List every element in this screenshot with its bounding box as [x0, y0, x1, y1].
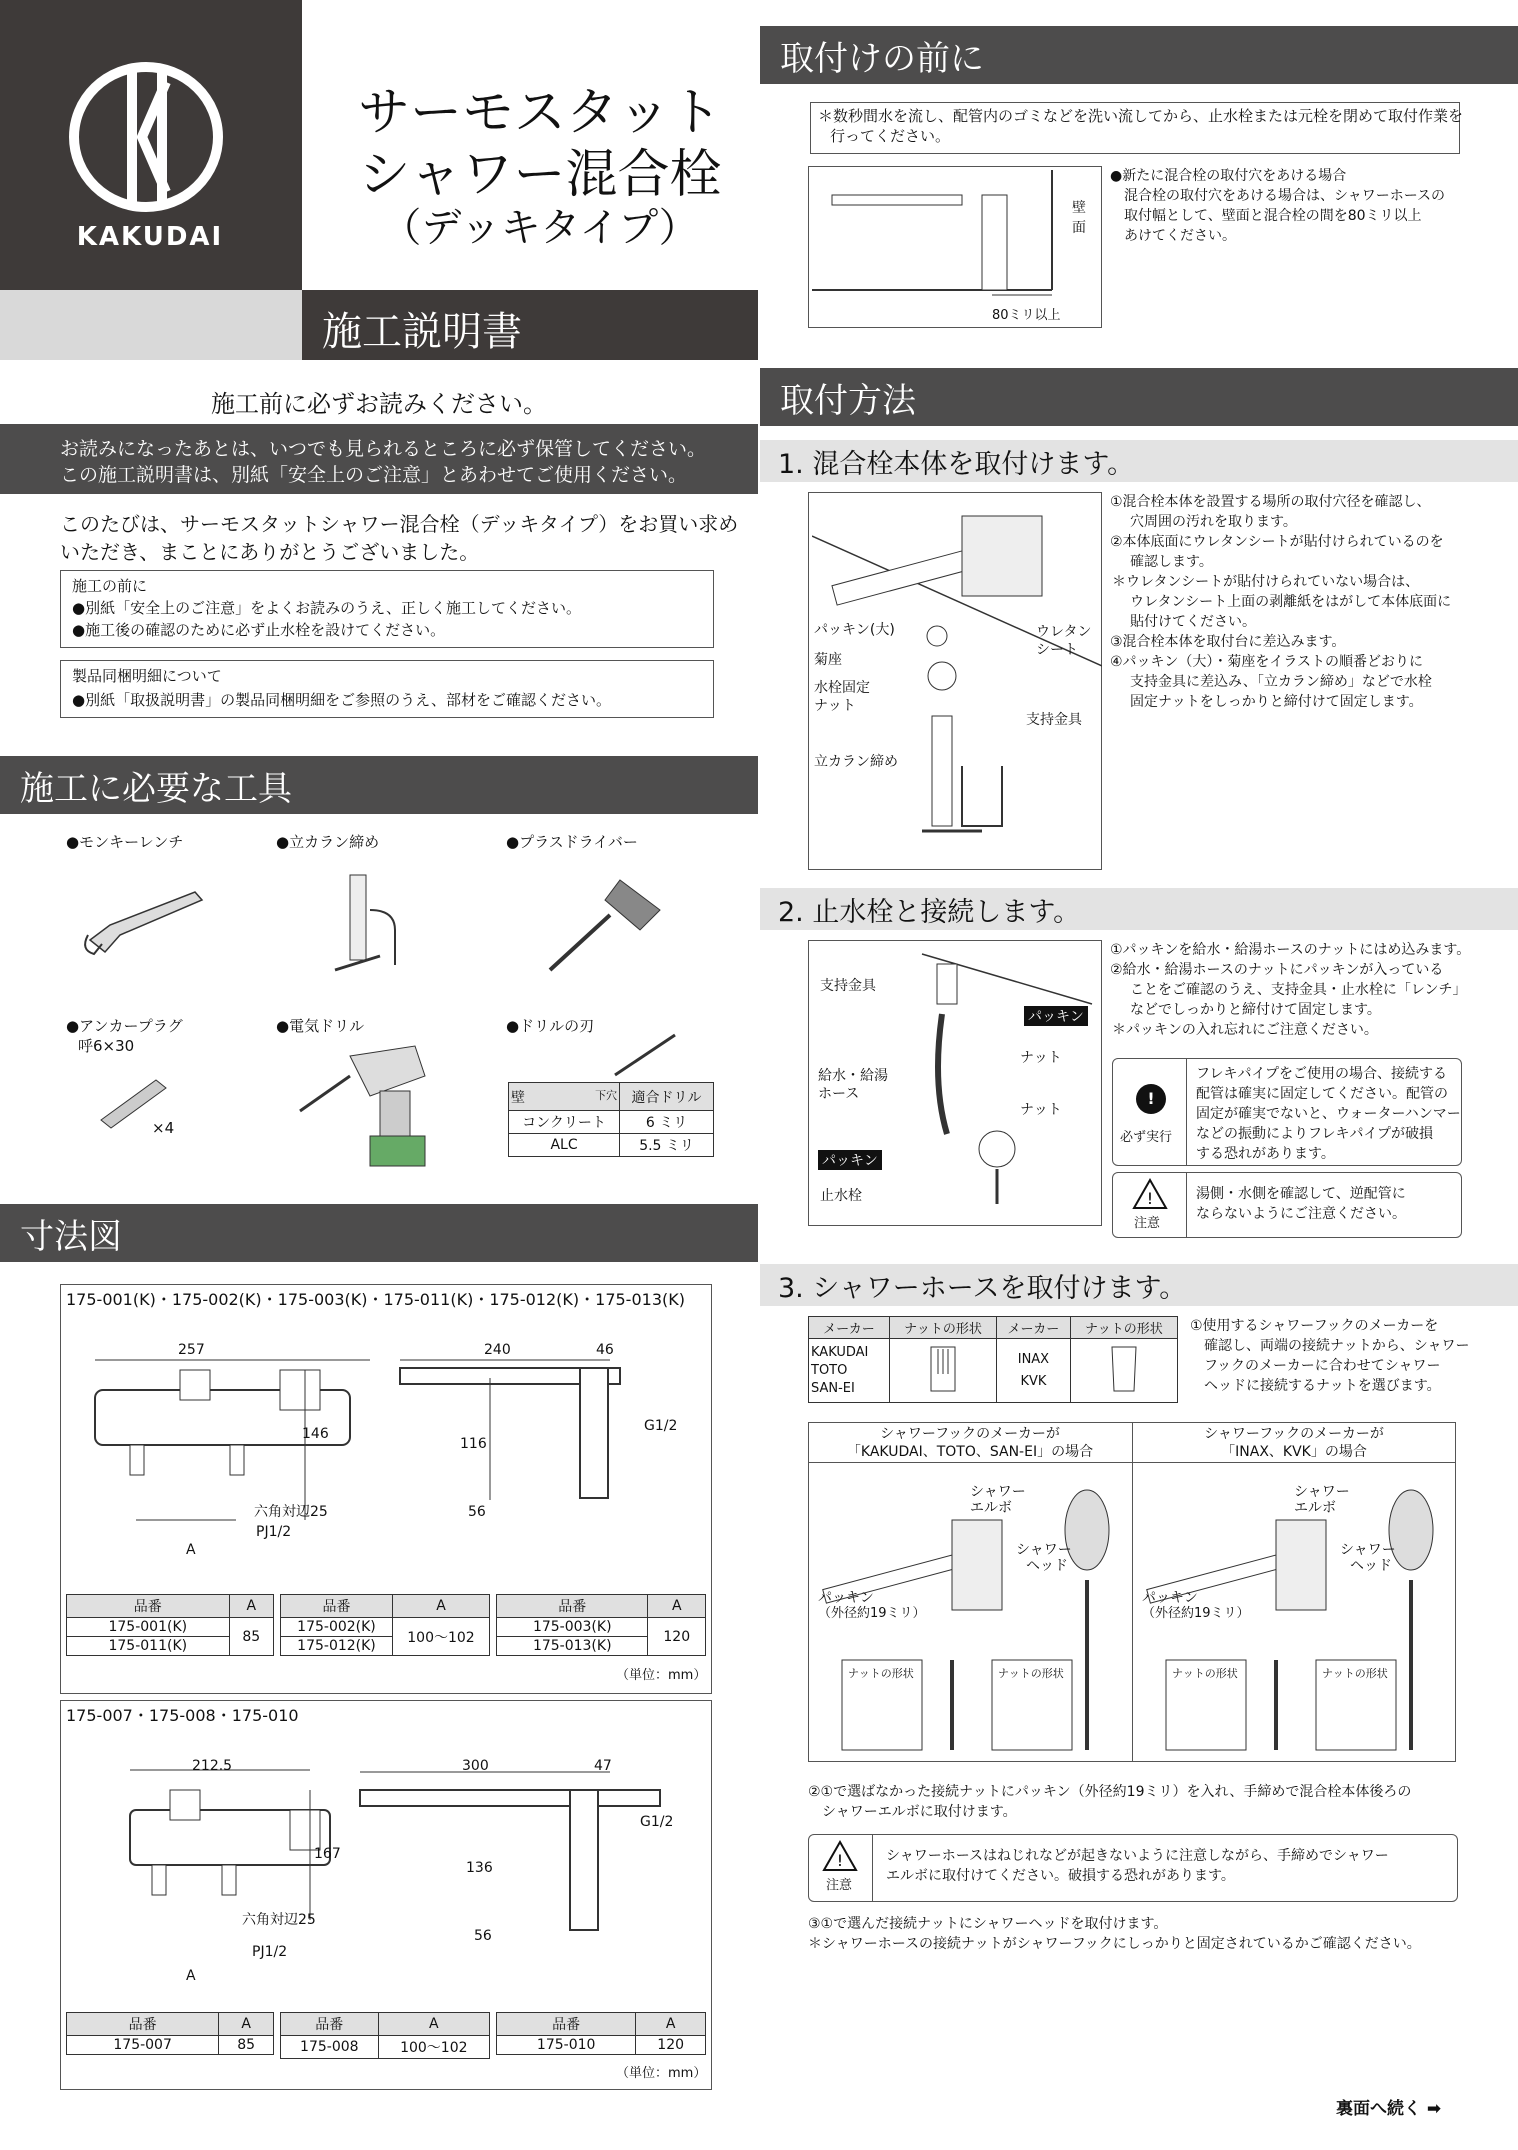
dim2-47: 47: [594, 1758, 612, 1774]
t1c-a: 120: [648, 1618, 706, 1656]
step3-left-head2: ヘッド: [1026, 1558, 1068, 1574]
t1a-r2: 175-011(K): [67, 1637, 230, 1656]
bit-header-wall: 壁: [511, 1089, 525, 1106]
bit-table-header2: 適合ドリル: [620, 1083, 714, 1111]
step2-i3: ＊パッキンの入れ忘れにご注意ください。: [1112, 1022, 1378, 1038]
step1-i2b: 確認します。: [1130, 554, 1213, 570]
step3-left-nutshape1: ナットの形状: [848, 1667, 914, 1680]
logo-gray-strip: [0, 290, 302, 360]
step3-right-h2: 「INAX、KVK」の場合: [1221, 1444, 1367, 1460]
dims-drawing2: [70, 1750, 700, 1980]
step1-kikuza: 菊座: [814, 652, 842, 668]
contents-box-item1: ●別紙「取扱説明書」の製品同梱明細をご参照のうえ、部材をご確認ください。: [72, 691, 611, 709]
prep-note2: 行ってください。: [830, 127, 951, 145]
step3-c1: シャワーホースはねじれなどが起きないように注意しながら、手締めでシャワー: [886, 1848, 1389, 1864]
bit-row1-size: 6 ミリ: [620, 1111, 714, 1134]
t1c-r2: 175-013(K): [497, 1637, 648, 1656]
t1a-r1: 175-001(K): [67, 1618, 230, 1637]
step1-bracket: 支持金具: [1026, 712, 1082, 728]
step2-stop: 止水栓: [820, 1188, 862, 1204]
caran-tool-icon: [330, 870, 420, 990]
t1a-h1: 品番: [67, 1595, 230, 1618]
step3-left-h1: シャワーフックのメーカーが: [880, 1426, 1060, 1442]
svg-text:!: !: [1146, 1189, 1154, 1208]
manual-title: 施工説明書: [322, 309, 522, 355]
dim1-146: 146: [302, 1426, 329, 1442]
before-box-item2: ●施工後の確認のために必ず止水栓を設けてください。: [72, 621, 446, 639]
tool-drill-label: ●電気ドリル: [276, 1017, 365, 1035]
t2c-r: 175-010: [497, 2036, 636, 2055]
step2-must2: 配管は確実に固定してください。配管の: [1196, 1086, 1448, 1102]
dim2-hex: 六角対辺25: [242, 1912, 316, 1928]
step3-right-pk: パッキン: [1142, 1590, 1198, 1606]
step1-i2c: ＊ウレタンシートが貼付けられていない場合は、: [1112, 574, 1420, 590]
drill-bit-icon: [610, 1030, 680, 1080]
before-box-title: 施工の前に: [72, 577, 148, 595]
step3-right-elbow: シャワー: [1294, 1484, 1350, 1500]
arrow-right-icon: ➡: [1426, 2099, 1442, 2119]
mt-sanei: SAN-EI: [811, 1380, 855, 1396]
must-do-icon: !: [1136, 1084, 1166, 1114]
bit-row2-wall: ALC: [509, 1134, 620, 1157]
title-line3: （デッキタイプ）: [381, 205, 699, 251]
bit-header-hole: 下穴: [595, 1088, 618, 1102]
step2-title: 2. 止水栓と接続します。: [778, 896, 1081, 928]
mt-h4: ナットの形状: [1070, 1317, 1177, 1339]
prep-t3: 取付幅として、壁面と混合栓の間を80ミリ以上: [1124, 208, 1422, 224]
t2b-h2: A: [378, 2013, 489, 2036]
t2c-h1: 品番: [497, 2013, 636, 2036]
mt-h3: メーカー: [997, 1317, 1071, 1339]
svg-text:!: !: [836, 1851, 844, 1870]
t1b-h2: A: [392, 1595, 489, 1618]
dim1-240: 240: [484, 1342, 511, 1358]
dims-model2: 175-007・175-008・175-010: [66, 1706, 299, 1725]
prep-heading-text: 取付けの前に: [780, 38, 984, 79]
prep-t1: ●新たに混合栓の取付穴をあける場合: [1110, 168, 1347, 184]
step1-caran: 立カラン締め: [814, 754, 898, 770]
dim1-46: 46: [596, 1342, 614, 1358]
step1-i4: ④パッキン（大）・菊座をイラストの順番どおりに: [1110, 654, 1423, 670]
step2-i2: ②給水・給湯ホースのナットにパッキンが入っている: [1110, 962, 1444, 978]
t1b-r2: 175-012(K): [281, 1637, 393, 1656]
dim1-257: 257: [178, 1342, 205, 1358]
notice-line2: この施工説明書は、別紙「安全上のご注意」とあわせてご使用ください。: [60, 464, 688, 486]
dims-table2-c: [496, 2012, 706, 2055]
step2-bracket: 支持金具: [820, 978, 876, 994]
t1c-h1: 品番: [497, 1595, 648, 1618]
step1-i3: ③混合栓本体を取付台に差込みます。: [1110, 634, 1346, 650]
mt-h2: ナットの形状: [889, 1317, 996, 1339]
t1b-h1: 品番: [281, 1595, 393, 1618]
step2-nut2: ナット: [1020, 1102, 1062, 1118]
t2b-r: 175-008: [281, 2036, 379, 2059]
dim2-g12: G1/2: [640, 1814, 674, 1830]
step2-hose: 給水・給湯: [818, 1068, 888, 1084]
electric-drill-icon: [290, 1036, 440, 1176]
title-line2: シャワー混合栓: [358, 145, 722, 205]
prep-t4: あけてください。: [1124, 228, 1236, 244]
footer-text: 裏面へ続く: [1336, 2099, 1421, 2119]
screwdriver-icon: [530, 870, 670, 980]
dims-table1-a: [66, 1594, 274, 1656]
step2-caution-divider: [1186, 1172, 1187, 1238]
step3-left-nutshape2: ナットの形状: [998, 1667, 1064, 1680]
dim1-g12: G1/2: [644, 1418, 678, 1434]
bit-table-header1: [509, 1083, 620, 1111]
before-box-item1: ●別紙「安全上のご注意」をよくお読みのうえ、正しく施工してください。: [72, 599, 581, 617]
step3-left-head: シャワー: [1016, 1542, 1072, 1558]
tool-driver-label: ●プラスドライバー: [506, 833, 638, 851]
brand-name: KAKUDAI: [76, 222, 224, 252]
thanks-line2: いただき、まことにありがとうございました。: [60, 540, 480, 564]
step3-left-elbow2: エルボ: [970, 1500, 1012, 1516]
dims-model1: 175-001(K)・175-002(K)・175-003(K)・175-011(K)・175-012(K)・175-013(K): [66, 1290, 685, 1309]
step2-must1: フレキパイプをご使用の場合、接続する: [1196, 1066, 1448, 1082]
mt-toto: TOTO: [811, 1362, 848, 1378]
tool-wrench-label: ●モンキーレンチ: [66, 833, 184, 851]
step2-caution-label: 注意: [1134, 1216, 1161, 1231]
step3-caution-divider: [872, 1834, 873, 1902]
t2a-r: 175-007: [67, 2036, 219, 2055]
install-heading: [760, 368, 1518, 426]
dims-heading-text: 寸法図: [20, 1216, 122, 1257]
step2-must3: 固定が確実でないと、ウォーターハンマー: [1196, 1106, 1461, 1122]
t2b-h1: 品番: [281, 2013, 379, 2036]
step2-nut1: ナット: [1020, 1050, 1062, 1066]
step1-nut: 水栓固定: [814, 680, 870, 696]
caution-icon: [1132, 1178, 1168, 1210]
step2-i1: ①パッキンを給水・給湯ホースのナットにはめ込みます。: [1110, 942, 1471, 958]
step3-left-pk: パッキン: [818, 1590, 874, 1606]
step3-title: 3. シャワーホースを取付けます。: [778, 1272, 1187, 1304]
prep-note1: ＊数秒間水を流し、配管内のゴミなどを洗い流してから、止水栓または元栓を閉めて取付作業を: [818, 107, 1464, 125]
install-heading-text: 取付方法: [780, 380, 916, 421]
step1-i4b: 支持金具に差込み、「立カラン締め」などで水栓: [1130, 674, 1432, 690]
dims-unit2: （単位：mm）: [616, 2066, 707, 2081]
t1c-h2: A: [648, 1595, 706, 1618]
maker-table: [808, 1316, 1178, 1403]
step1-title: 1. 混合栓本体を取付けます。: [778, 448, 1135, 480]
footer-continue: [1336, 2094, 1441, 2119]
dim2-167: 167: [314, 1846, 341, 1862]
dims-drawing1: [70, 1330, 700, 1570]
step1-packing: パッキン(大): [814, 622, 895, 638]
dim1-116: 116: [460, 1436, 487, 1452]
dim1-hex: 六角対辺25: [254, 1504, 328, 1520]
step2-c2: ならないようにご注意ください。: [1196, 1206, 1406, 1222]
step3-left-elbow: シャワー: [970, 1484, 1026, 1500]
dims-heading: [0, 1204, 758, 1262]
t2b-a: 100〜102: [378, 2036, 489, 2059]
kakudai-logo-icon: [66, 62, 226, 212]
step1-i2: ②本体底面にウレタンシートが貼付けられているのを: [1110, 534, 1444, 550]
t2a-h1: 品番: [67, 2013, 219, 2036]
title-line1: サーモスタット: [357, 83, 722, 143]
step2-packing-text2: パッキン: [822, 1153, 878, 1169]
dim1-a: A: [186, 1542, 196, 1558]
step3-left-pk2: （外径約19ミリ）: [818, 1606, 926, 1621]
prep-diagram: [812, 170, 1102, 325]
step2-packing-text1: パッキン: [1028, 1009, 1084, 1025]
t2a-a: 85: [219, 2036, 274, 2055]
caution-icon-2: [822, 1840, 858, 1872]
step3-i2: ②①で選ばなかった接続ナットにパッキン（外径約19ミリ）を入れ、手締めで混合栓本体後ろの: [808, 1784, 1412, 1800]
step3-i1d: ヘッドに接続するナットを選びます。: [1204, 1378, 1441, 1394]
prep-wall-label: 壁面: [1072, 200, 1086, 236]
prep-heading: [760, 26, 1518, 84]
tools-heading: [0, 756, 758, 814]
t1c-r1: 175-003(K): [497, 1618, 648, 1637]
contents-box-title: 製品同梱明細について: [72, 667, 222, 685]
dims-table2-a: [66, 2012, 274, 2055]
dims-unit1: （単位：mm）: [616, 1668, 707, 1683]
tool-anchor-label: ●アンカープラグ: [66, 1017, 183, 1035]
step2-hose2: ホース: [818, 1086, 860, 1102]
t1b-a: 100〜102: [392, 1618, 489, 1656]
tool-bit-label: ●ドリルの刃: [506, 1017, 595, 1035]
read-before: 施工前に必ずお読みください。: [211, 390, 547, 418]
step3-right-head: シャワー: [1340, 1542, 1396, 1558]
step3-i3: ③①で選んだ接続ナットにシャワーヘッドを取付けます。: [808, 1916, 1168, 1932]
step3-i3b: ＊シャワーホースの接続ナットがシャワーフックにしっかりと固定されているかご確認ください。: [808, 1936, 1421, 1952]
step3-i1: ①使用するシャワーフックのメーカーを: [1190, 1318, 1439, 1334]
step3-i1c: フックのメーカーに合わせてシャワー: [1204, 1358, 1441, 1374]
nut-shape-icon-b: [1109, 1344, 1139, 1394]
t2a-h2: A: [219, 2013, 274, 2036]
drill-bit-table: [508, 1082, 714, 1157]
mt-kvk: KVK: [1020, 1373, 1047, 1389]
step3-right-h1: シャワーフックのメーカーが: [1204, 1426, 1384, 1442]
step2-i2b: ことをご確認のうえ、支持金具・止水栓に「レンチ」: [1130, 982, 1467, 998]
step2-must4: などの振動によりフレキパイプが破損: [1196, 1126, 1434, 1142]
step1-i4c: 固定ナットをしっかりと締付けて固定します。: [1130, 694, 1423, 710]
dim2-300: 300: [462, 1758, 489, 1774]
notice-line1: お読みになったあとは、いつでも見られるところに必ず保管してください。: [60, 438, 707, 460]
t2c-a: 120: [636, 2036, 706, 2055]
step1-heading: [760, 440, 1518, 482]
tool-caran-label: ●立カラン締め: [276, 833, 380, 851]
step3-right-nutshape2: ナットの形状: [1322, 1667, 1388, 1680]
prep-clear-label: 80ミリ以上: [992, 308, 1061, 323]
step3-c2: エルボに取付けてください。破損する恐れがあります。: [886, 1868, 1235, 1884]
prep-t2: 混合栓の取付穴をあける場合は、シャワーホースの: [1124, 188, 1446, 204]
bit-row1-wall: コンクリート: [509, 1111, 620, 1134]
step2-heading: [760, 888, 1518, 930]
step3-heading: [760, 1264, 1518, 1306]
step2-i2c: などでしっかりと締付けて固定します。: [1130, 1002, 1381, 1018]
mt-inax: INAX: [1017, 1351, 1050, 1367]
step3-header-rule: [808, 1462, 1456, 1463]
wrench-icon: [80, 880, 210, 960]
dim2-a: A: [186, 1968, 196, 1984]
step1-urethane2: シート: [1036, 642, 1078, 658]
step3-right-elbow2: エルボ: [1294, 1500, 1336, 1516]
t1a-a: 85: [229, 1618, 273, 1656]
step3-left-h2: 「KAKUDAI、TOTO、SAN-EI」の場合: [846, 1444, 1094, 1460]
step1-i1b: 穴周囲の汚れを取ります。: [1130, 514, 1297, 530]
step2-must5: する恐れがあります。: [1196, 1146, 1335, 1162]
step1-nut2: ナット: [814, 698, 856, 714]
dim2-136: 136: [466, 1860, 493, 1876]
step2-must-label: 必ず実行: [1120, 1130, 1173, 1145]
dim2-56: 56: [474, 1928, 492, 1944]
bit-row2-size: 5.5 ミリ: [620, 1134, 714, 1157]
tools-heading-text: 施工に必要な工具: [20, 768, 292, 809]
step3-divider: [1132, 1422, 1133, 1762]
step3-right-nutshape1: ナットの形状: [1172, 1667, 1238, 1680]
step1-i1: ①混合栓本体を設置する場所の取付穴径を確認し、: [1110, 494, 1431, 510]
mt-kakudai: KAKUDAI: [811, 1344, 869, 1360]
step3-i2b: シャワーエルボに取付けます。: [822, 1804, 1017, 1820]
step2-packing-label1: [1024, 1006, 1088, 1026]
dims-table1-b: [280, 1594, 490, 1656]
t1b-r1: 175-002(K): [281, 1618, 393, 1637]
dims-table2-b: [280, 2012, 490, 2059]
dim1-56: 56: [468, 1504, 486, 1520]
dim2-pj: PJ1/2: [252, 1944, 288, 1960]
tool-anchor-qty: ×4: [152, 1119, 175, 1137]
step3-right-pk2: （外径約19ミリ）: [1142, 1606, 1250, 1621]
step1-urethane: ウレタン: [1036, 624, 1092, 640]
dim1-pj: PJ1/2: [256, 1524, 292, 1540]
step1-i2e: 貼付けてください。: [1130, 614, 1256, 630]
nut-shape-icon-a: [928, 1344, 958, 1394]
dim2-212: 212.5: [192, 1758, 233, 1774]
t1a-h2: A: [229, 1595, 273, 1618]
step3-right-head2: ヘッド: [1350, 1558, 1392, 1574]
step3-i1b: 確認し、両端の接続ナットから、シャワー: [1204, 1338, 1470, 1354]
t2c-h2: A: [636, 2013, 706, 2036]
tool-anchor-size: 呼6×30: [78, 1037, 135, 1055]
step1-i2d: ウレタンシート上面の剥離紙をはがして本体底面に: [1130, 594, 1452, 610]
step2-packing-label2: [818, 1150, 882, 1170]
dims-table1-c: [496, 1594, 706, 1656]
step2-must-divider: [1186, 1058, 1187, 1166]
step3-caution-label: 注意: [826, 1878, 853, 1893]
mt-h1: メーカー: [809, 1317, 890, 1339]
step2-c1: 湯側・水側を確認して、逆配管に: [1196, 1186, 1406, 1202]
thanks-line1: このたびは、サーモスタットシャワー混合栓（デッキタイプ）をお買い求め: [60, 512, 739, 536]
